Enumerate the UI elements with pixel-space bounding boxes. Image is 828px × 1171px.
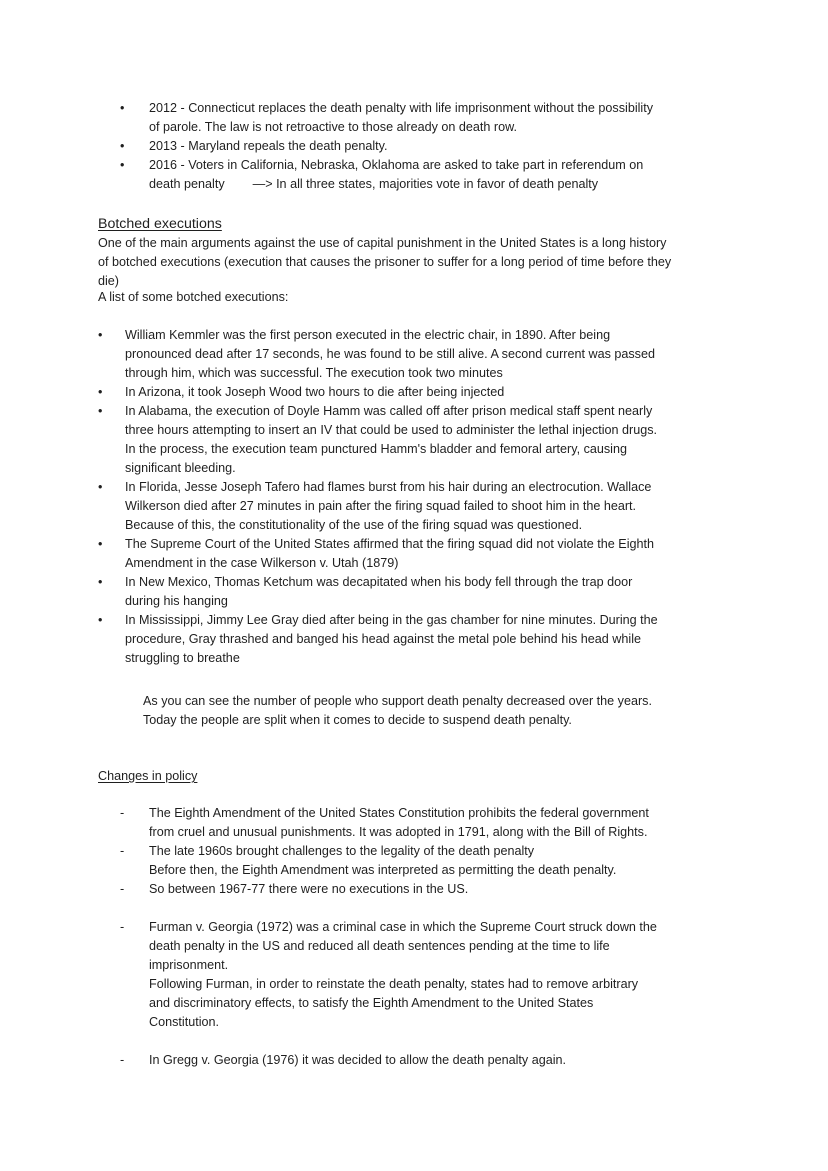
text-line: As you can see the number of people who support death penalty decreased over the years. <box>143 694 652 708</box>
list-item-text <box>125 383 738 402</box>
text-line: Because of this, the constitutionality of the use of the firing squad was questioned. <box>125 518 583 532</box>
list-item-text <box>149 99 740 137</box>
list-item-text <box>125 611 738 668</box>
list-item <box>120 804 740 842</box>
list-item-text <box>149 804 740 842</box>
list-item <box>98 402 738 478</box>
bullet-marker: • <box>98 575 103 589</box>
list-item-text <box>125 535 738 573</box>
list-item-text <box>149 880 740 899</box>
list-item <box>98 573 738 611</box>
dash-marker: - <box>120 1053 125 1067</box>
text-line: death penalty in the US and reduced all death sentences pending at the time to life <box>149 939 610 953</box>
text-line: death penalty —> In all three states, majorities vote in favor of death penalty <box>149 177 599 191</box>
text-line: The Eighth Amendment of the United States Constitution prohibits the federal government <box>149 806 649 820</box>
summary-paragraph <box>143 692 733 730</box>
text-line: Before then, the Eighth Amendment was interpreted as permitting the death penalty. <box>149 863 617 877</box>
list-item-text <box>125 402 738 478</box>
text-line: die) <box>98 274 119 288</box>
text-line: 2016 - Voters in California, Nebraska, Oklahoma are asked to take part in referendum on <box>149 158 644 172</box>
text-line: Constitution. <box>149 1015 220 1029</box>
list-item <box>98 478 738 535</box>
text-line: Following Furman, in order to reinstate the death penalty, states had to remove arbitrary <box>149 977 639 991</box>
list-item <box>120 842 740 880</box>
list-item-text <box>149 842 740 880</box>
dash-marker: - <box>120 806 125 820</box>
bullet-marker: • <box>98 385 103 399</box>
bullet-marker: • <box>98 404 103 418</box>
list-item-text <box>149 1051 740 1070</box>
list-item-text <box>149 137 740 156</box>
bullet-marker: • <box>98 480 103 494</box>
text-line: Amendment in the case Wilkerson v. Utah (1879) <box>125 556 399 570</box>
bullet-marker: • <box>120 139 125 153</box>
text-line: 2013 - Maryland repeals the death penalty. <box>149 139 388 153</box>
text-line: In Arizona, it took Joseph Wood two hours to die after being injected <box>125 385 505 399</box>
botched-list-label: A list of some botched executions: <box>98 290 289 304</box>
section-heading-botched-executions: Botched executions <box>98 216 222 232</box>
text-line: of botched executions (execution that causes the prisoner to suffer for a long period of time before they <box>98 255 672 269</box>
text-line: Furman v. Georgia (1972) was a criminal case in which the Supreme Court struck down the <box>149 920 657 934</box>
policy-changes-list <box>120 804 740 1070</box>
list-item <box>98 611 738 668</box>
list-item-text <box>125 326 738 383</box>
bullet-marker: • <box>120 101 125 115</box>
text-line: from cruel and unusual punishments. It was adopted in 1791, along with the Bill of Rights. <box>149 825 648 839</box>
list-item-text <box>125 573 738 611</box>
text-line: struggling to breathe <box>125 651 240 665</box>
list-item <box>98 383 738 402</box>
bullet-marker: • <box>98 613 103 627</box>
list-item-text <box>125 478 738 535</box>
text-line: three hours attempting to insert an IV that could be used to administer the lethal injection drugs. <box>125 423 658 437</box>
text-line: through him, which was successful. The execution took two minutes <box>125 366 503 380</box>
text-line: The late 1960s brought challenges to the legality of the death penalty <box>149 844 535 858</box>
text-line: imprisonment. <box>149 958 229 972</box>
list-item-text <box>149 156 740 194</box>
text-line: during his hanging <box>125 594 228 608</box>
text-line: and discriminatory effects, to satisfy the Eighth Amendment to the United States <box>149 996 594 1010</box>
text-line: The Supreme Court of the United States affirmed that the firing squad did not violate the Eighth <box>125 537 655 551</box>
list-item <box>120 918 740 1032</box>
bullet-marker: • <box>120 158 125 172</box>
botched-executions-list <box>98 326 738 668</box>
text-line: In Gregg v. Georgia (1976) it was decided to allow the death penalty again. <box>149 1053 567 1067</box>
bullet-marker: • <box>98 328 103 342</box>
list-item <box>120 880 740 899</box>
botched-intro-paragraph <box>98 234 738 291</box>
text-line: procedure, Gray thrashed and banged his head against the metal pole behind his head while <box>125 632 641 646</box>
list-item <box>98 535 738 573</box>
text-line: In Florida, Jesse Joseph Tafero had flames burst from his hair during an electrocution. Wallace <box>125 480 652 494</box>
list-item <box>120 99 740 137</box>
list-item <box>120 1051 740 1070</box>
text-line: In Alabama, the execution of Doyle Hamm was called off after prison medical staff spent nearly <box>125 404 653 418</box>
text-line: significant bleeding. <box>125 461 236 475</box>
text-line: 2012 - Connecticut replaces the death penalty with life imprisonment without the possibility <box>149 101 654 115</box>
list-item <box>120 156 740 194</box>
dash-marker: - <box>120 882 125 896</box>
text-line: William Kemmler was the first person executed in the electric chair, in 1890. After being <box>125 328 611 342</box>
list-item <box>120 137 740 156</box>
text-line: In New Mexico, Thomas Ketchum was decapitated when his body fell through the trap door <box>125 575 633 589</box>
text-line: In Mississippi, Jimmy Lee Gray died after being in the gas chamber for nine minutes. During the <box>125 613 658 627</box>
dash-marker: - <box>120 844 125 858</box>
text-line: Today the people are split when it comes to decide to suspend death penalty. <box>143 713 572 727</box>
referendum-list <box>120 99 740 194</box>
text-line: Wilkerson died after 27 minutes in pain after the firing squad failed to shoot him in the heart. <box>125 499 637 513</box>
text-line: So between 1967-77 there were no executions in the US. <box>149 882 469 896</box>
list-item <box>98 326 738 383</box>
list-item-text <box>149 918 740 1032</box>
text-line: One of the main arguments against the use of capital punishment in the United States is a long history <box>98 236 667 250</box>
text-line: of parole. The law is not retroactive to those already on death row. <box>149 120 517 134</box>
text-line: pronounced dead after 17 seconds, he was found to be still alive. A second current was passed <box>125 347 655 361</box>
dash-marker: - <box>120 920 125 934</box>
bullet-marker: • <box>98 537 103 551</box>
section-heading-changes-in-policy: Changes in policy <box>98 769 198 783</box>
text-line: In the process, the execution team punctured Hamm's bladder and femoral artery, causing <box>125 442 627 456</box>
